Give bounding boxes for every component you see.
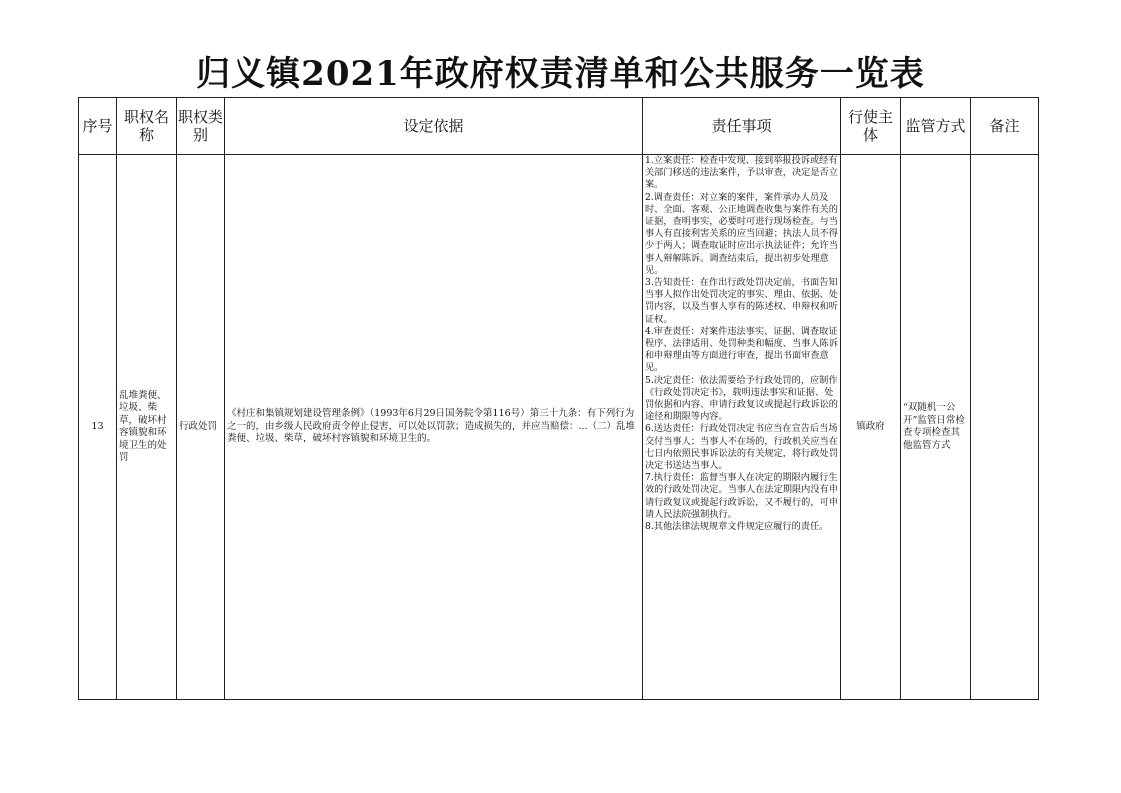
header-body: 行使主体 — [841, 98, 901, 155]
responsibility-item: 1.立案责任：检查中发现、接到举报投诉或经有关部门移送的违法案件，予以审查，决定是否立案。 — [645, 155, 838, 191]
cell-name: 乱堆粪便、垃圾、柴草，破坏村容镇貌和环境卫生的处罚 — [117, 155, 177, 700]
responsibility-item: 3.告知责任：在作出行政处罚决定前，书面告知当事人拟作出处罚决定的事实、理由、依据、处罚内容，以及当事人享有的陈述权、申辩权和听证权。 — [645, 277, 838, 325]
header-row — [79, 98, 1039, 155]
cell-remarks — [971, 155, 1039, 700]
responsibility-item: 7.执行责任：监督当事人在决定的期限内履行生效的行政处罚决定。当事人在法定期限内没有申请行政复议或提起行政诉讼，又不履行的，可申请人民法院强制执行。 — [645, 472, 838, 520]
responsibility-item: 2.调查责任：对立案的案件，案件承办人员及时、全面、客观、公正地调查收集与案件有关的证据，查明事实，必要时可进行现场检查。与当事人有直接利害关系的应当回避；执法人员不得少于两人；调查取证时应出示执法证件；允许当事人辩解陈诉。调查结束后，提出初步处理意见。 — [645, 191, 838, 276]
header-name: 职权名称 — [117, 98, 177, 155]
cell-responsibility — [643, 155, 841, 700]
header-type: 职权类别 — [177, 98, 225, 155]
cell-basis: 《村庄和集镇规划建设管理条例》（1993年6月29日国务院令第116号）第三十九条：有下列行为之一的，由乡级人民政府责令停止侵害，可以处以罚款；造成损失的，并应当赔偿：...（二）乱堆粪便、垃圾、柴草，破坏村容镇貌和环境卫生的。 — [225, 155, 643, 700]
cell-supervision: “双随机一公开”监管日常检查专项检查其他监管方式 — [901, 155, 971, 700]
authority-table — [78, 97, 1039, 700]
cell-body: 镇政府 — [841, 155, 901, 700]
cell-type: 行政处罚 — [177, 155, 225, 700]
header-no: 序号 — [79, 98, 117, 155]
responsibility-item: 6.送达责任：行政处罚决定书应当在宣告后当场交付当事人；当事人不在场的，行政机关应当在七日内依照民事诉讼法的有关规定，将行政处罚决定书送达当事人。 — [645, 423, 838, 472]
header-supervision: 监管方式 — [901, 98, 971, 155]
responsibility-item: 8.其他法律法规规章文件规定应履行的责任。 — [645, 521, 829, 533]
header-remarks: 备注 — [971, 98, 1039, 155]
header-basis: 设定依据 — [225, 98, 643, 155]
header-responsibility: 责任事项 — [643, 98, 841, 155]
responsibility-item: 4.审查责任：对案件违法事实、证据、调查取证程序、法律适用、处罚种类和幅度、当事人陈诉和申辩理由等方面进行审查，提出书面审查意见。 — [645, 325, 838, 374]
cell-no: 13 — [79, 155, 117, 700]
responsibility-item: 5.决定责任：依法需要给予行政处罚的，应制作《行政处罚决定书》，载明违法事实和证据、处罚依据和内容、申请行政复议或提起行政诉讼的途径和期限等内容。 — [645, 374, 838, 423]
page-title: 归义镇2021年政府权责清单和公共服务一览表 — [196, 54, 925, 94]
table-row — [79, 155, 1039, 700]
